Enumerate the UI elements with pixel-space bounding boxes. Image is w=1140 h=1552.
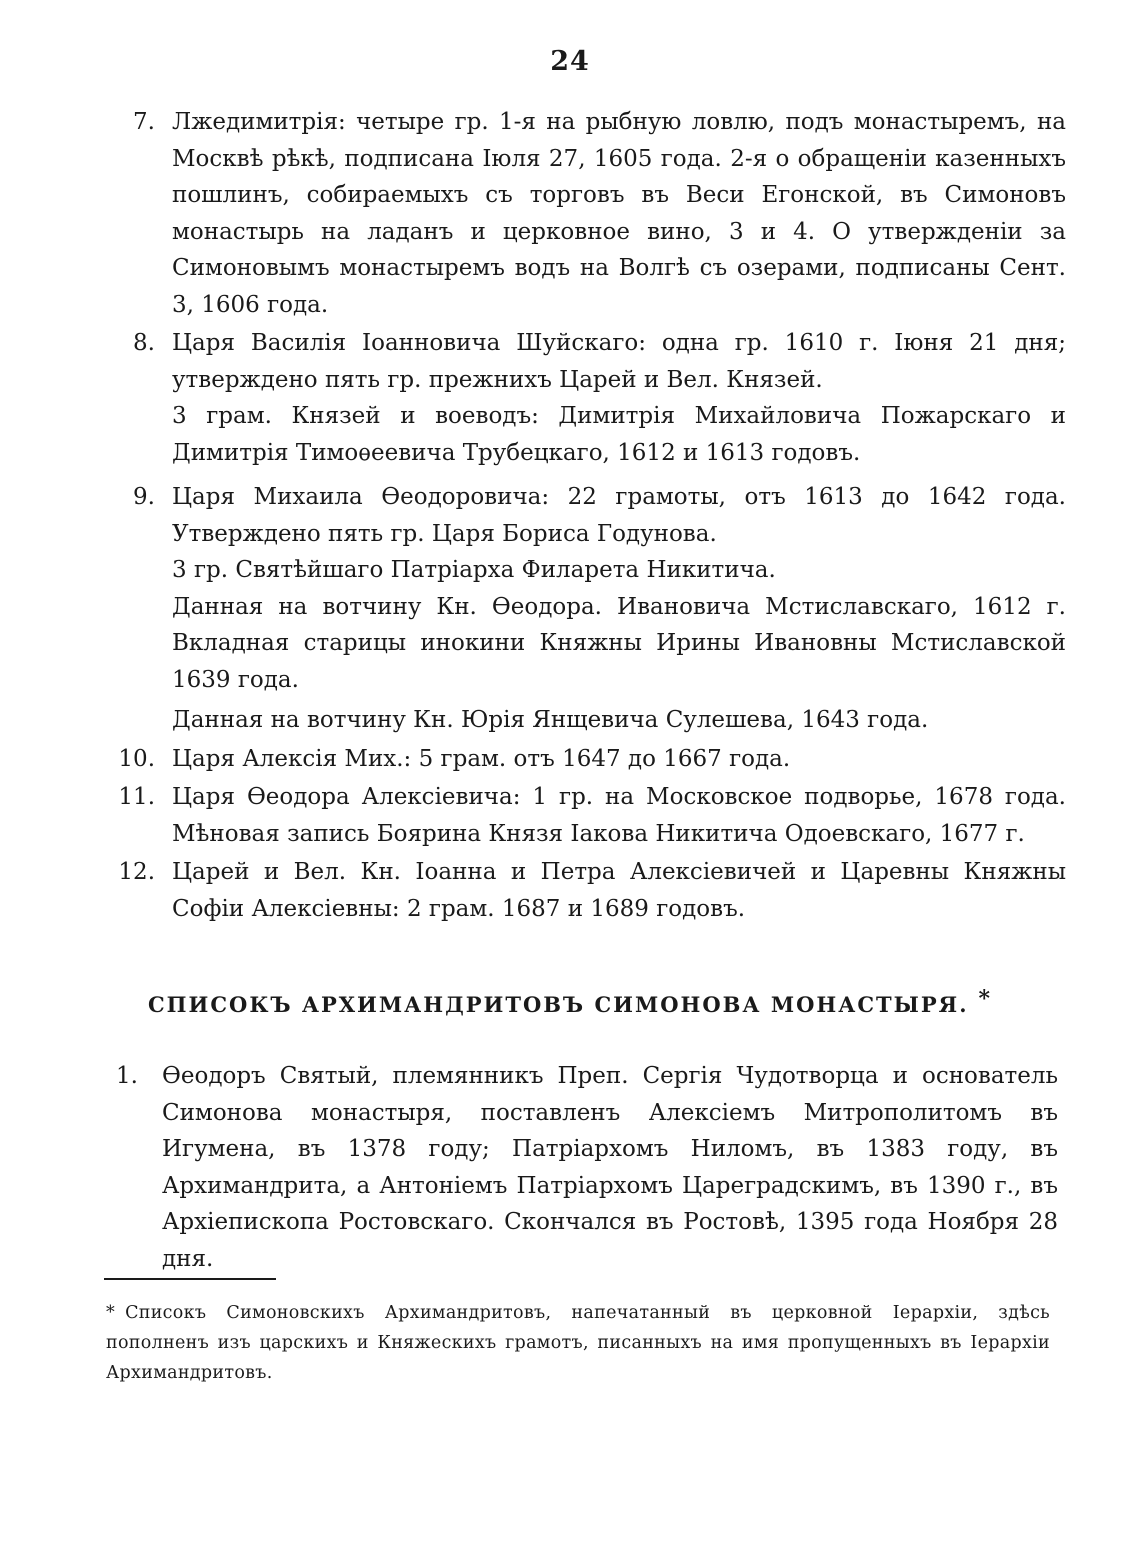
item-number: 9. bbox=[133, 484, 155, 510]
list-item bbox=[100, 104, 1066, 323]
item-text: Ѳеодоръ Святый, племянникъ Преп. Сергія Чудотворца и основатель Симонова монастыря, поставленъ Алексіемъ Митрополитомъ въ Игумена, въ 1378 году; Патріархомъ Ниломъ, въ 1383 году, въ Архимандрита, а Антоніемъ Патріархомъ Цареградскимъ, въ 1390 г., въ Архіепископа Ростовскаго. Скончался въ Ростовѣ, 1395 года Ноября 28 дня. bbox=[162, 1063, 1058, 1272]
item-number: 12. bbox=[118, 859, 155, 885]
section-title-text: СПИСОКЪ АРХИМАНДРИТОВЪ СИМОНОВА МОНАСТЫРЯ. bbox=[147, 992, 969, 1017]
archimandrites-list bbox=[100, 1058, 1058, 1277]
item-text: Царя Михаила Ѳеодоровича: 22 грамоты, отъ 1613 до 1642 года. Утверждено пять гр. Царя Бориса Годунова. bbox=[172, 484, 1066, 547]
list-item bbox=[100, 854, 1066, 927]
item-number: 10. bbox=[118, 745, 155, 772]
item-number: 1. bbox=[116, 1063, 138, 1089]
list-item bbox=[100, 479, 1066, 739]
item-text: Царей и Вел. Кн. Іоанна и Петра Алексіевичей и Царевны Княжны Софіи Алексіевны: 2 грам. 1687 и 1689 годовъ. bbox=[172, 859, 1066, 922]
page-number: 24 bbox=[550, 46, 590, 77]
footnote-reference: * bbox=[978, 986, 993, 1012]
item-number: 11. bbox=[118, 784, 155, 810]
list-item bbox=[100, 779, 1066, 852]
footnote bbox=[106, 1298, 1050, 1388]
footnote-divider bbox=[104, 1278, 276, 1280]
item-text: Царя Василія Іоанновича Шуйскаго: одна гр. 1610 г. Іюня 21 дня; утверждено пять гр. прежнихъ Царей и Вел. Князей. bbox=[172, 330, 1066, 393]
item-number: 7. bbox=[133, 109, 155, 135]
item-text: Данная на вотчину Кн. Ѳеодора. Ивановича Мстиславскаго, 1612 г. Вкладная старицы инокини Княжны Ирины Ивановны Мстиславской 1639 года. bbox=[172, 593, 1066, 693]
item-text: Царя Алексія Мих.: 5 грам. отъ 1647 до 1667 года. bbox=[172, 745, 791, 772]
item-number: 8. bbox=[133, 330, 155, 356]
footnote-mark: * bbox=[106, 1303, 116, 1323]
item-text: Царя Ѳеодора Алексіевича: 1 гр. на Московское подворье, 1678 года. Мѣновая запись Боярина Князя Іакова Никитича Одоевскаго, 1677 г. bbox=[172, 784, 1066, 847]
item-text: Лжедимитрія: четыре гр. 1-я на рыбную ловлю, подъ монастыремъ, на Москвѣ рѣкѣ, подписана Іюля 27, 1605 года. 2-я о обращеніи казенныхъ пошлинъ, собираемыхъ съ торговъ въ Веси Егонской, въ Симоновъ монастырь на ладанъ и церковное вино, 3 и 4. О утвержденіи за Симоновымъ монастыремъ водъ на Волгѣ съ озерами, подписаны Сент. 3, 1606 года. bbox=[172, 109, 1066, 318]
footnote-text: Списокъ Симоновскихъ Архимандритовъ, напечатанный въ церковной Іерархіи, здѣсь пополненъ изъ царскихъ и Княжескихъ грамотъ, писанныхъ на имя пропущенныхъ въ Іерархіи Архимандритовъ. bbox=[106, 1303, 1050, 1383]
item-text: 3 грам. Князей и воеводъ: Димитрія Михайловича Пожарскаго и Димитрія Тимоѳеевича Трубецкаго, 1612 и 1613 годовъ. bbox=[172, 403, 1066, 466]
section-title bbox=[0, 986, 1140, 1017]
item-text: 3 гр. Святѣйшаго Патріарха Филарета Никитича. bbox=[172, 557, 776, 583]
charters-list bbox=[100, 104, 1066, 927]
list-item bbox=[100, 325, 1066, 471]
list-item bbox=[100, 741, 1066, 778]
list-item bbox=[100, 1058, 1058, 1277]
item-text: Данная на вотчину Кн. Юрія Янщевича Сулешева, 1643 года. bbox=[172, 707, 929, 733]
